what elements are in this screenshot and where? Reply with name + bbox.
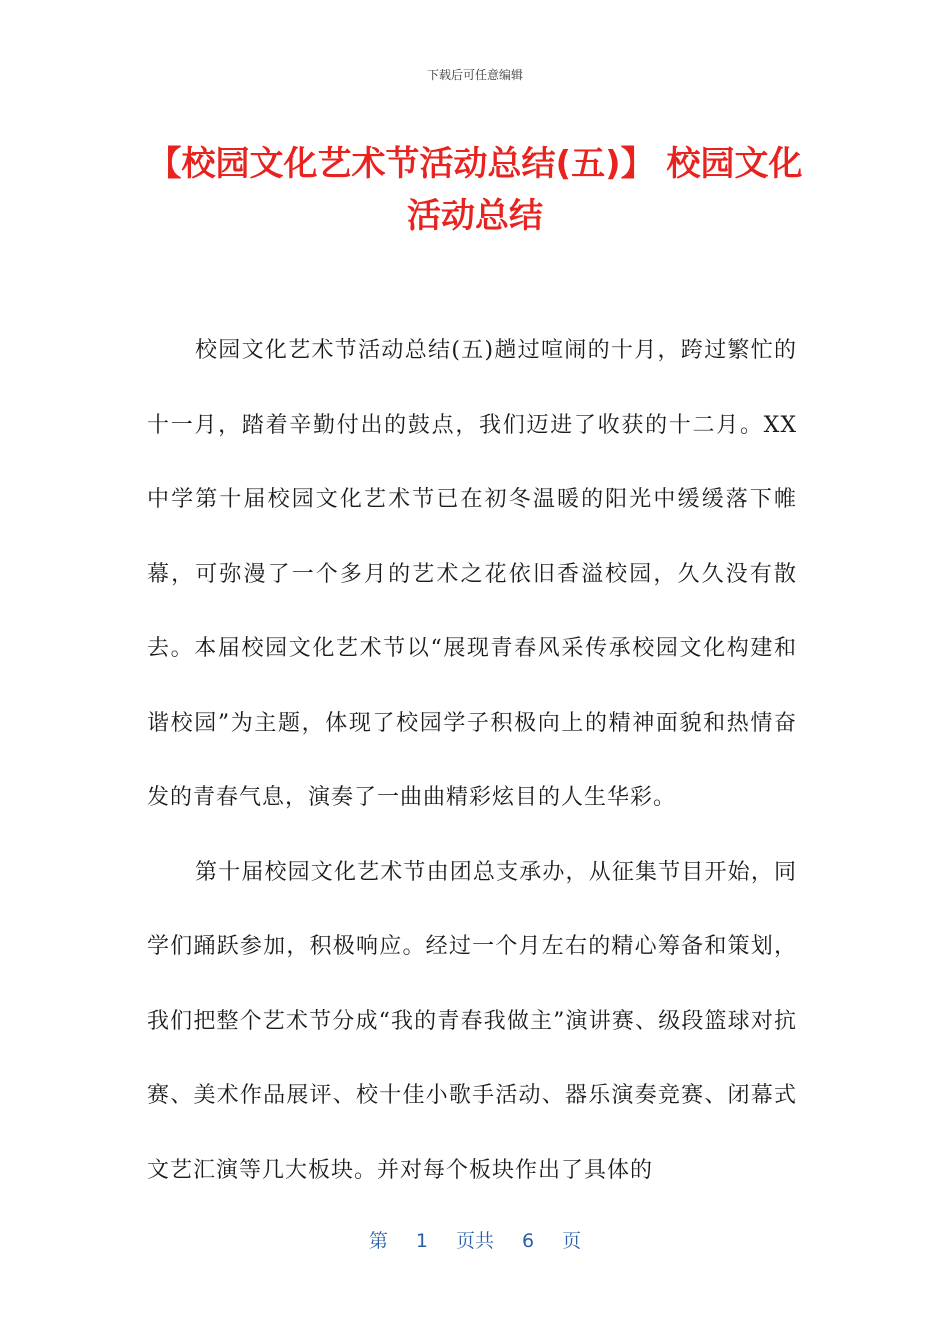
header-note: 下载后可任意编辑	[426, 68, 523, 82]
page-footer	[0, 1226, 950, 1253]
paragraph: 校园文化艺术节活动总结(五)趟过喧闹的十月，跨过繁忙的十一月，踏着辛勤付出的鼓点，我们迈进了收获的十二月。XX中学第十届校园文化艺术节已在初冬温暖的阳光中缓缓落下帷幕，可弥漫了一个多月的艺术之花依旧香溢校园，久久没有散去。本届校园文化艺术节以“展现青春风采传承校园文化构建和谐校园”为主题，体现了校园学子积极向上的精神面貌和热情奋发的青春气息，演奏了一曲曲精彩炫目的人生华彩。	[147, 338, 797, 810]
footer-suffix: 页	[562, 1230, 582, 1252]
paragraph: 第十届校园文化艺术节由团总支承办，从征集节目开始，同学们踊跃参加，积极响应。经过一个月左右的精心筹备和策划，我们把整个艺术节分成“我的青春我做主”演讲赛、级段篮球对抗赛、美术作品展评、校十佳小歌手活动、器乐演奏竞赛、闭幕式文艺汇演等几大板块。并对每个板块作出了具体的	[147, 859, 797, 1183]
footer-prefix: 第	[368, 1230, 388, 1252]
document-body	[147, 314, 797, 1208]
document-title: 【校园文化艺术节活动总结(五)】 校园文化活动总结	[147, 144, 803, 236]
footer-middle: 页共	[455, 1230, 494, 1252]
current-page-number: 1	[415, 1230, 428, 1252]
total-page-number: 6	[522, 1230, 535, 1252]
